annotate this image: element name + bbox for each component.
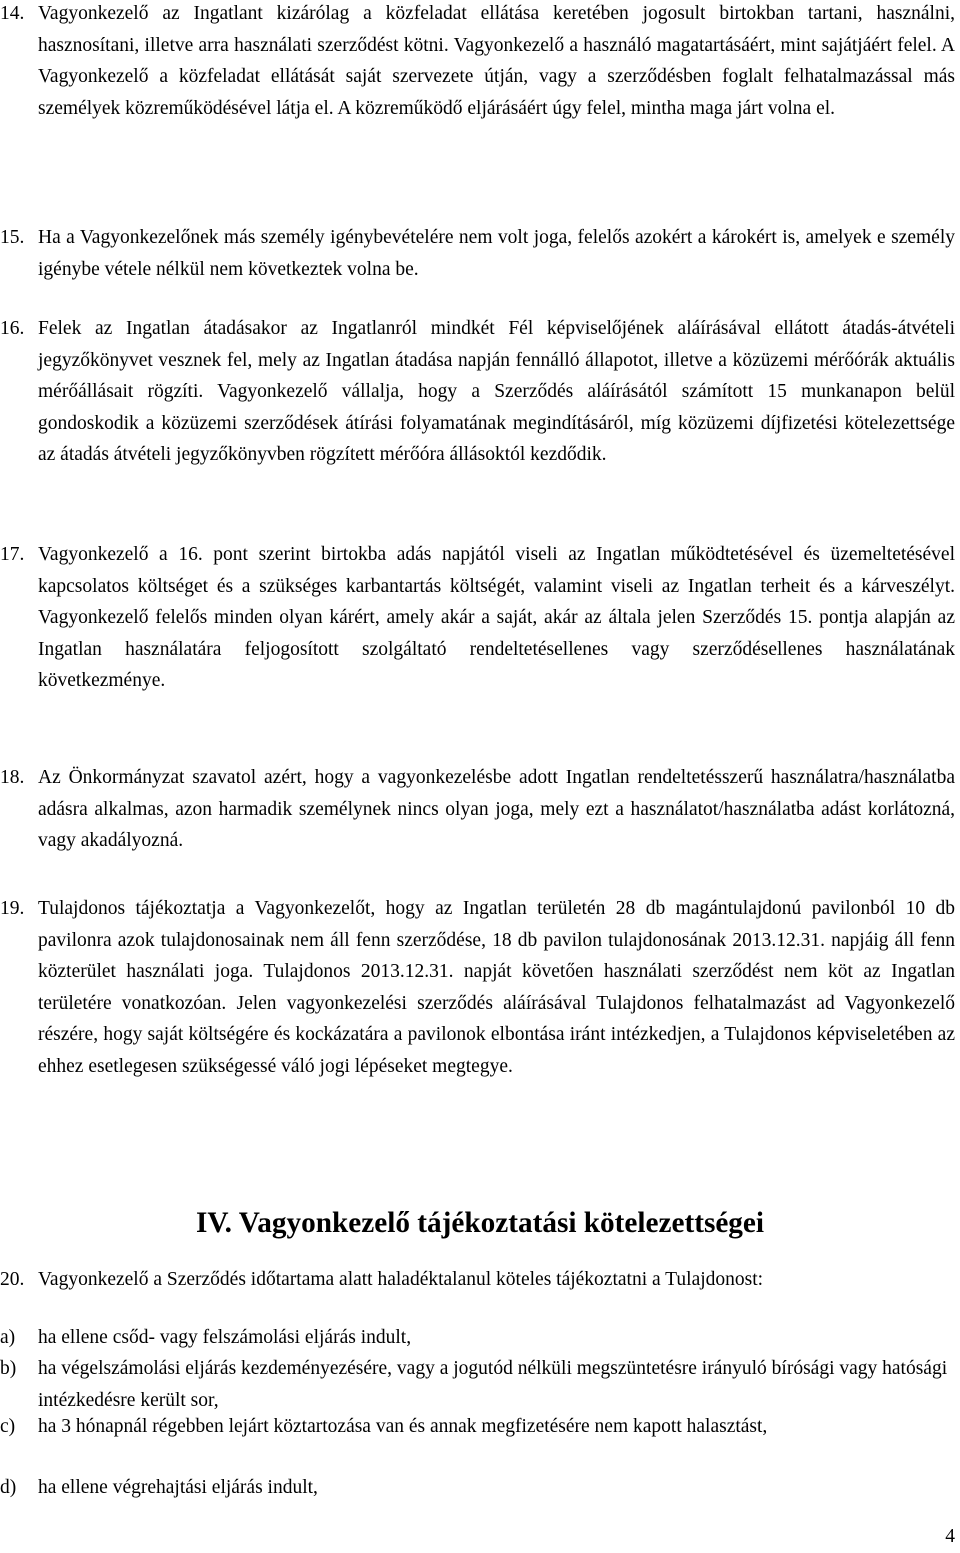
list-item-c bbox=[0, 1411, 955, 1443]
paragraph-17 bbox=[0, 539, 955, 697]
paragraph-text: Vagyonkezelő a 16. pont szerint birtokba adás napjától viseli az Ingatlan működtetésével és üzemeltetésével kapcsolatos költséget és a szükséges karbantartás költségét, valamint viseli az Ingatlan terheit és a kárveszélyt. Vagyonkezelő felelős minden olyan kárért, amely akár a saját, akár az általa jelen Szerződés 15. pontja alapján az Ingatlan használatára feljogosított szolgáltató rendeltetésellenes vagy szerződésellenes használatának következménye. bbox=[38, 544, 955, 691]
paragraph-text: Vagyonkezelő a Szerződés időtartama alatt haladéktalanul köteles tájékoztatni a Tulajdonost: bbox=[38, 1269, 764, 1290]
list-text: ha ellene csőd- vagy felszámolási eljárás indult, bbox=[38, 1327, 412, 1348]
list-item-b bbox=[0, 1353, 955, 1416]
paragraph-number: 14. bbox=[0, 3, 25, 24]
paragraph-number: 19. bbox=[0, 898, 25, 919]
paragraph-number: 20. bbox=[0, 1269, 25, 1290]
section-heading: IV. Vagyonkezelő tájékoztatási kötelezettségei bbox=[195, 1207, 765, 1239]
list-item-a bbox=[0, 1322, 955, 1354]
paragraph-18 bbox=[0, 762, 955, 857]
list-letter: c) bbox=[0, 1416, 16, 1437]
list-text: ha végelszámolási eljárás kezdeményezésére, vagy a jogutód nélküli megszüntetésre irányuló bírósági vagy hatósági intézkedésre került sor, bbox=[38, 1358, 948, 1411]
paragraph-text: Vagyonkezelő az Ingatlant kizárólag a közfeladat ellátása keretében jogosult birtokban tartani, használni, hasznosítani, illetve arra használati szerződést kötni. Vagyonkezelő a használó magatartásáért, mint sajátjáért felel. A Vagyonkezelő a közfeladat ellátását saját szervezete útján, vagy a szerződésben foglalt felhatalmazással más személyek közreműködésével látja el. A közreműködő eljárásáért úgy felel, mintha maga járt volna el. bbox=[38, 3, 955, 119]
page-number: 4 bbox=[945, 1526, 955, 1547]
paragraph-number: 15. bbox=[0, 227, 25, 248]
paragraph-text: Felek az Ingatlan átadásakor az Ingatlanról mindkét Fél képviselőjének aláírásával ellátott átadás-átvételi jegyzőkönyvet vesznek fel, mely az Ingatlan átadása napján fennálló állapotot, illetve a közüzemi mérőórák aktuális mérőállásait rögzíti. Vagyonkezelő vállalja, hogy a Szerződés aláírásától számított 15 munkanapon belül gondoskodik a közüzemi szerződések átírási folyamatának megindításáról, míg közüzemi díjfizetési kötelezettsége az átadás átvételi jegyzőkönyvben rögzített mérőóra állásoktól kezdődik. bbox=[38, 318, 955, 465]
list-text: ha 3 hónapnál régebben lejárt köztartozása van és annak megfizetésére nem kapott halasztást, bbox=[38, 1416, 768, 1437]
list-item-d bbox=[0, 1472, 955, 1504]
paragraph-20 bbox=[0, 1264, 955, 1296]
paragraph-15 bbox=[0, 222, 955, 285]
paragraph-text: Tulajdonos tájékoztatja a Vagyonkezelőt, hogy az Ingatlan területén 28 db magántulajdonú pavilonból 10 db pavilonra azok tulajdonosainak nem áll fenn szerződése, 18 db pavilon tulajdonosának 2013.12.31. napjáig áll fenn közterület használati joga. Tulajdonos 2013.12.31. napját követően használati szerződést nem köt az Ingatlan területére vonatkozóan. Jelen vagyonkezelési szerződés aláírásával Tulajdonos felhatalmazást ad Vagyonkezelő részére, hogy saját költségére és kockázatára a pavilonok elbontása iránt intézkedjen, a Tulajdonos képviseletében az ehhez esetlegesen szükségessé váló jogi lépéseket megtegye. bbox=[38, 898, 955, 1077]
paragraph-number: 18. bbox=[0, 767, 25, 788]
list-letter: a) bbox=[0, 1327, 16, 1348]
paragraph-text: Az Önkormányzat szavatol azért, hogy a vagyonkezelésbe adott Ingatlan rendeltetésszerű használatra/használatba adásra alkalmas, azon harmadik személynek nincs olyan joga, mely ezt a használatot/használatba adást korlátozná, vagy akadályozná. bbox=[38, 767, 955, 851]
list-letter: b) bbox=[0, 1358, 17, 1379]
paragraph-16 bbox=[0, 313, 955, 471]
list-letter: d) bbox=[0, 1477, 17, 1498]
paragraph-14 bbox=[0, 0, 955, 124]
list-text: ha ellene végrehajtási eljárás indult, bbox=[38, 1477, 318, 1498]
paragraph-number: 17. bbox=[0, 544, 25, 565]
paragraph-number: 16. bbox=[0, 318, 25, 339]
paragraph-19 bbox=[0, 893, 955, 1082]
paragraph-text: Ha a Vagyonkezelőnek más személy igénybevételére nem volt joga, felelős azokért a károkért is, amelyek e személy igénybe vétele nélkül nem következtek volna be. bbox=[38, 227, 955, 280]
